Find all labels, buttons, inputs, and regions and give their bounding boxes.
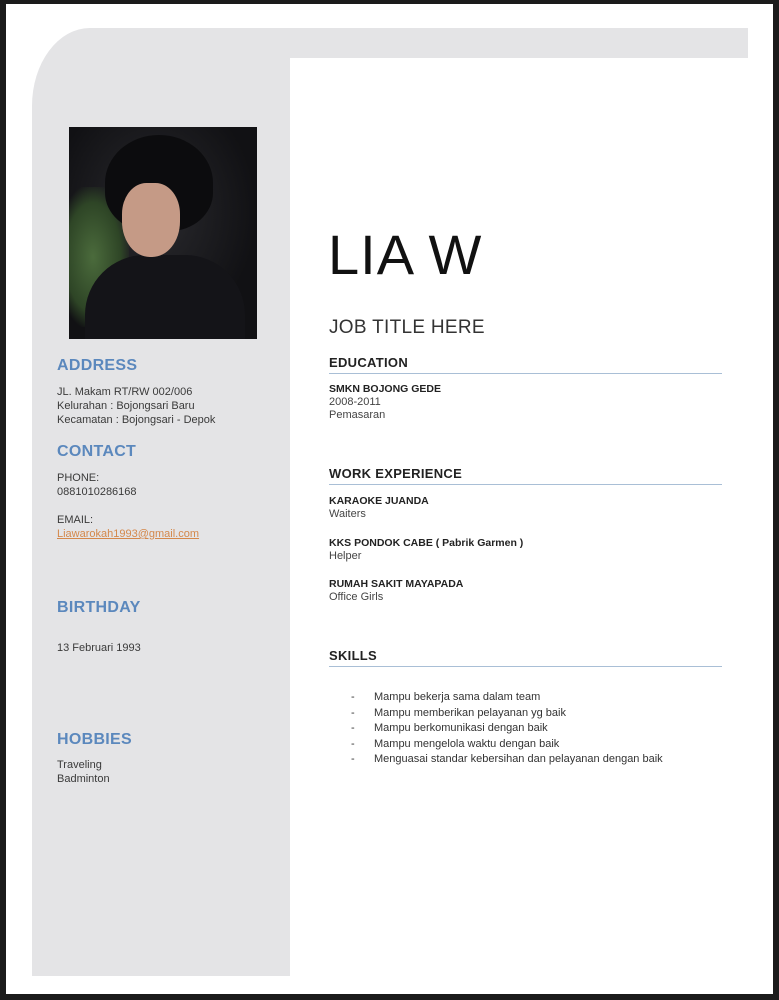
address-line: Kecamatan : Bojongsari - Depok <box>57 414 216 426</box>
address-line: Kelurahan : Bojongsari Baru <box>57 400 195 412</box>
skill-item <box>351 706 663 722</box>
work-heading: WORK EXPERIENCE <box>329 466 722 485</box>
bullet-dash: - <box>351 691 355 703</box>
address-line: JL. Makam RT/RW 002/006 <box>57 386 193 398</box>
photo-face <box>122 183 180 257</box>
photo-body <box>85 255 245 339</box>
school-name: SMKN BOJONG GEDE <box>329 383 442 395</box>
skill-item <box>351 721 663 737</box>
education-entry <box>329 383 441 422</box>
hobby-item: Traveling <box>57 759 102 771</box>
skills-heading: SKILLS <box>329 648 722 667</box>
phone-label: PHONE: <box>57 472 100 484</box>
skill-text: Mampu berkomunikasi dengan baik <box>374 722 548 734</box>
email-link[interactable]: Liawarokah1993@gmail.com <box>57 528 200 540</box>
phone-number: 0881010286168 <box>57 486 137 498</box>
skill-item <box>351 690 663 706</box>
contact-heading: CONTACT <box>57 443 137 460</box>
bullet-dash: - <box>351 706 355 719</box>
work-org: KKS PONDOK CABE ( Pabrik Garmen ) <box>329 537 524 549</box>
work-org: RUMAH SAKIT MAYAPADA <box>329 578 464 590</box>
work-role: Waiters <box>329 508 366 520</box>
work-role: Helper <box>329 550 362 562</box>
work-role: Office Girls <box>329 591 384 603</box>
bullet-dash: - <box>351 722 355 734</box>
work-entry <box>329 578 463 604</box>
skill-text: Mampu mengelola waktu dengan baik <box>374 737 560 750</box>
school-years: 2008-2011 <box>329 396 381 408</box>
hobbies-heading: HOBBIES <box>57 731 132 748</box>
skill-text: Mampu memberikan pelayanan yg baik <box>374 706 566 719</box>
work-org: KARAOKE JUANDA <box>329 495 429 507</box>
work-entry <box>329 495 429 521</box>
address-block <box>57 385 215 427</box>
bullet-dash: - <box>351 753 355 765</box>
address-heading: ADDRESS <box>57 357 138 374</box>
person-name: LIA W <box>328 223 483 286</box>
skill-text: Mampu bekerja sama dalam team <box>374 691 541 703</box>
skill-item <box>351 752 663 768</box>
hobbies-list <box>57 758 110 786</box>
skill-item <box>351 737 663 753</box>
email-label: EMAIL: <box>57 514 94 526</box>
bullet-dash: - <box>351 737 355 750</box>
profile-photo <box>69 127 257 339</box>
job-title: JOB TITLE HERE <box>329 317 485 338</box>
birthday-value: 13 Februari 1993 <box>57 642 141 654</box>
top-band <box>280 28 748 58</box>
skills-list <box>351 690 663 768</box>
education-heading: EDUCATION <box>329 355 722 374</box>
birthday-heading: BIRTHDAY <box>57 599 141 616</box>
contact-block <box>57 471 199 541</box>
hobby-item: Badminton <box>57 773 110 785</box>
skill-text: Menguasai standar kebersihan dan pelayanan dengan baik <box>374 753 663 765</box>
school-major: Pemasaran <box>329 409 386 421</box>
work-entry <box>329 537 523 563</box>
